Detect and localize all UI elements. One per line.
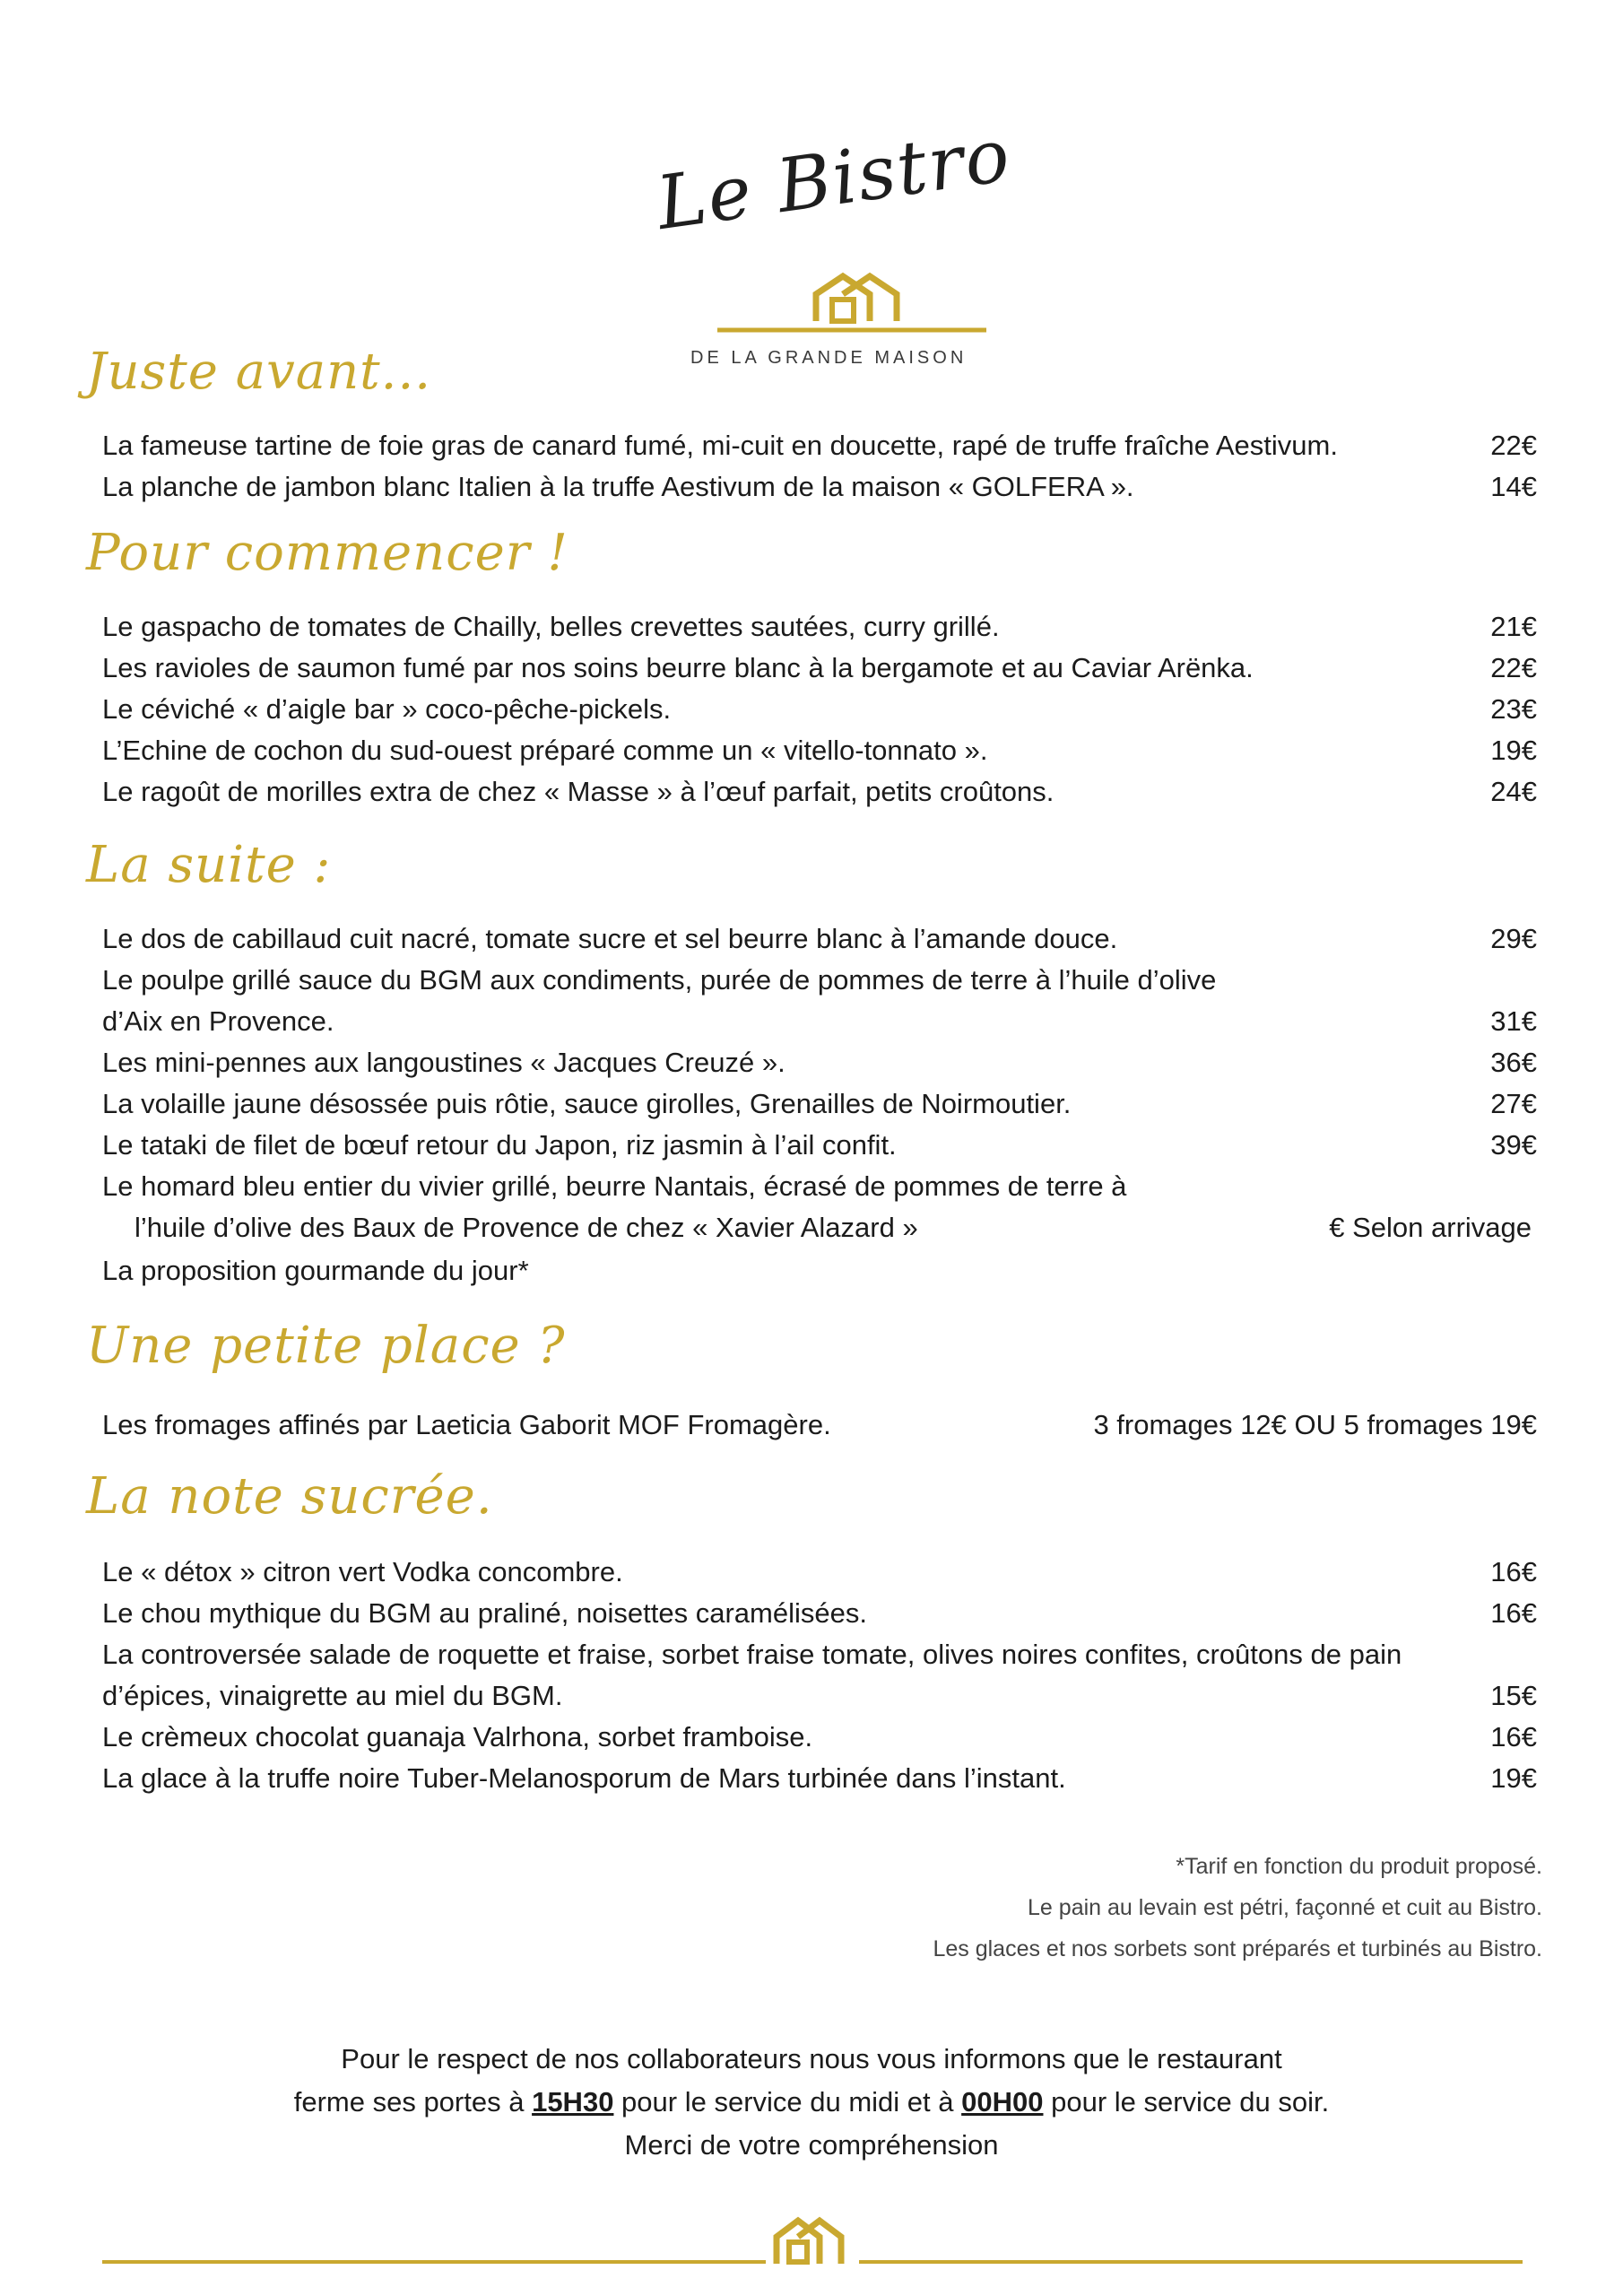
house-logo-icon [769,2212,859,2267]
menu-item-name: Les mini-pennes aux langoustines « Jacques Creuzé ». [102,1047,785,1078]
menu-item-name: Le tataki de filet de bœuf retour du Japon, riz jasmin à l’ail confit. [102,1129,897,1161]
logo-script-text: Le Bistro [651,112,1017,247]
logo-tagline: DE LA GRANDE MAISON [690,348,968,368]
menu-item-name: d’épices, vinaigrette au miel du BGM. [102,1680,563,1711]
closing-line-2 [0,2081,1623,2124]
menu-item-name: La fameuse tartine de foie gras de canard fumé, mi-cuit en doucette, rapé de truffe fraîche Aestivum. [102,430,1338,461]
menu-item-name: La controversée salade de roquette et fraise, sorbet fraise tomate, olives noires confites, croûtons de pain [102,1639,1402,1670]
menu-item-name: Le chou mythique du BGM au praliné, noisettes caramélisées. [102,1597,867,1629]
menu-item-name: Les fromages affinés par Laeticia Gaborit MOF Fromagère. [102,1409,831,1440]
menu-item-price: 16€ [1490,1597,1537,1629]
footnote: *Tarif en fonction du produit proposé. [1176,1854,1542,1879]
menu-item-name: l’huile d’olive des Baux de Provence de chez « Xavier Alazard » [135,1212,918,1243]
footnote: Les glaces et nos sorbets sont préparés et turbinés au Bistro. [933,1936,1542,1961]
footnotes [933,1846,1542,1970]
menu-item-name: Le poulpe grillé sauce du BGM aux condiments, purée de pommes de terre à l’huile d’olive [102,964,1217,996]
menu-item-price: 16€ [1490,1556,1537,1587]
section-title-pour-commencer: Pour commencer ! [86,524,568,582]
closing-text: pour le service du soir. [1043,2086,1330,2118]
menu-item-name: La planche de jambon blanc Italien à la truffe Aestivum de la maison « GOLFERA ». [102,471,1134,502]
footer-divider-left [102,2260,766,2264]
menu-item-name: Le homard bleu entier du vivier grillé, beurre Nantais, écrasé de pommes de terre à [102,1170,1127,1202]
menu-item-name: Le céviché « d’aigle bar » coco-pêche-pickels. [102,693,672,725]
closing-text: ferme ses portes à [293,2086,533,2118]
menu-item-price: 31€ [1490,1005,1537,1037]
closing-text: pour le service du midi et à [613,2086,962,2118]
closing-line-3: Merci de votre compréhension [624,2129,999,2161]
menu-item-price: 21€ [1490,611,1537,642]
menu-item-price: 22€ [1490,430,1537,461]
menu-item-name: Le ragoût de morilles extra de chez « Masse » à l’œuf parfait, petits croûtons. [102,776,1055,807]
menu-item-name: Les ravioles de saumon fumé par nos soins beurre blanc à la bergamote et au Caviar Arënka. [102,652,1254,683]
footer-divider-right [859,2260,1523,2264]
menu-item-price: 29€ [1490,923,1537,954]
lunch-closing-time: 15H30 [532,2086,614,2118]
menu-item-name: La glace à la truffe noire Tuber-Melanosporum de Mars turbinée dans l’instant. [102,1762,1066,1794]
section-title-la-suite: La suite : [86,836,332,894]
dinner-closing-time: 00H00 [961,2086,1044,2118]
menu-item-name: Le « détox » citron vert Vodka concombre. [102,1556,623,1587]
section-title-la-note-sucree: La note sucrée. [86,1467,493,1526]
closing-line-1: Pour le respect de nos collaborateurs nous vous informons que le restaurant [341,2043,1282,2074]
menu-item-price: 23€ [1490,693,1537,725]
menu-item-price: 15€ [1490,1680,1537,1711]
menu-item-price: 14€ [1490,471,1537,502]
menu-item-name: Le crèmeux chocolat guanaja Valrhona, sorbet framboise. [102,1721,813,1752]
menu-item-price: 24€ [1490,776,1537,807]
bistro-logo [651,112,1017,377]
menu-item-price: 27€ [1490,1088,1537,1119]
house-logo-icon [717,260,986,341]
menu-item-price: 19€ [1490,1762,1537,1794]
closing-message [0,2038,1623,2167]
menu-item-price: 19€ [1490,735,1537,766]
menu-item-name: La proposition gourmande du jour* [102,1255,529,1286]
menu-item-price: 39€ [1490,1129,1537,1161]
menu-item-price: 36€ [1490,1047,1537,1078]
menu-item-price: 3 fromages 12€ OU 5 fromages 19€ [1093,1409,1537,1440]
menu-item-name: La volaille jaune désossée puis rôtie, sauce girolles, Grenailles de Noirmoutier. [102,1088,1072,1119]
menu-item-name: Le gaspacho de tomates de Chailly, belles crevettes sautées, curry grillé. [102,611,1000,642]
footnote: Le pain au levain est pétri, façonné et cuit au Bistro. [1028,1895,1542,1920]
menu-item-price: 16€ [1490,1721,1537,1752]
menu-item-name: L’Echine de cochon du sud-ouest préparé comme un « vitello-tonnato ». [102,735,988,766]
menu-item-name: d’Aix en Provence. [102,1005,334,1037]
section-title-juste-avant: Juste avant... [86,343,432,401]
menu-item-price: 22€ [1490,652,1537,683]
menu-item-name: Le dos de cabillaud cuit nacré, tomate sucre et sel beurre blanc à l’amande douce. [102,923,1118,954]
section-title-une-petite-place: Une petite place ? [86,1317,566,1375]
menu-item-price: € Selon arrivage [1329,1212,1532,1243]
